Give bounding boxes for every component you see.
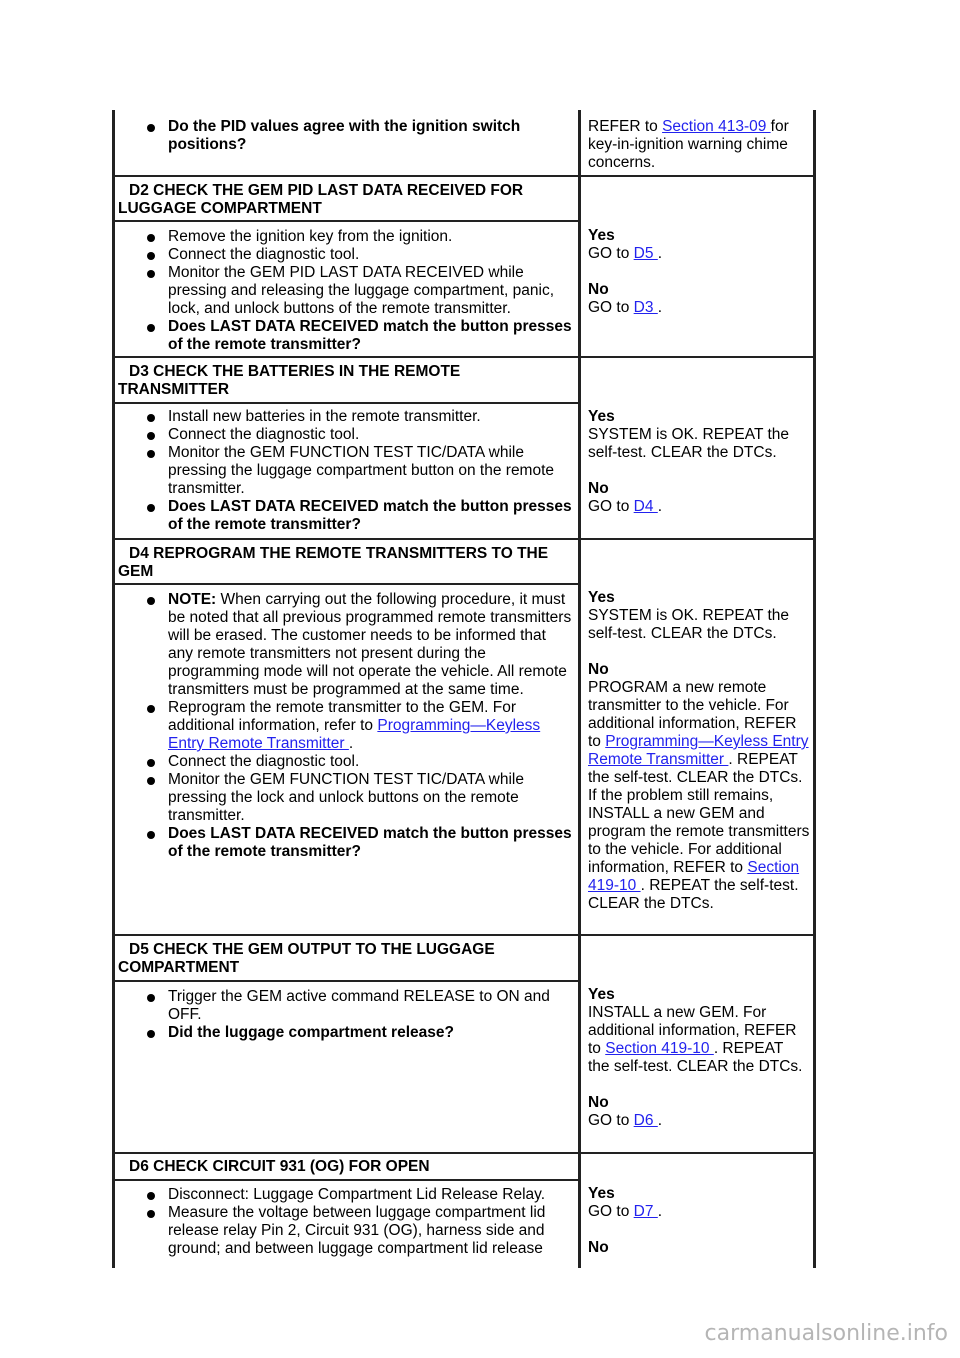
result-text: . REPEAT the self-test. CLEAR the DTCs. [588,877,799,912]
d6-result-cell [588,1185,808,1257]
list-item [115,246,573,264]
list-item [115,408,573,426]
r0-result-cell [588,118,808,172]
result-text: GO to [588,1112,634,1129]
step-text: Reprogram the remote transmitter to the GEM. For additional information, refer to [168,699,517,734]
d2-result-cell [588,227,808,317]
list-item [115,498,573,534]
table-border-right [813,110,816,1268]
list-item [115,228,573,246]
row-divider [114,934,815,936]
section-419-10-link[interactable]: Section 419-10 [588,859,800,894]
d4-steps-cell [115,591,573,861]
result-text: . REPEAT the self-test. CLEAR the DTCs. If the problem still remains, INSTALL a new GEM and program the remote transmitters to the vehicle. For additional information, REFER to [588,751,810,876]
result-text: PROGRAM a new remote transmitter to the vehicle. For additional information, REFER to [588,679,797,750]
step-text: Remove the ignition key from the ignition. [168,228,453,245]
header-divider [114,583,578,585]
row-divider [114,1152,815,1154]
bullet-icon [147,831,155,839]
programming-keyless-entry-link[interactable]: Programming—Keyless Entry Remote Transmitter [588,733,809,768]
result-text: GO to [588,245,634,262]
section-419-10-link[interactable]: Section 419-10 [605,1040,714,1057]
goto-d3-link[interactable]: D3 [633,299,658,316]
test-question: Does LAST DATA RECEIVED match the button presses of the remote transmitter? [168,498,572,533]
result-text: . [657,1112,663,1129]
step-text: Monitor the GEM PID LAST DATA RECEIVED while pressing and releasing the luggage compartment, panic, lock, and unlock buttons of the remote transmitter. [168,264,555,317]
test-question: Does LAST DATA RECEIVED match the button presses of the remote transmitter? [168,318,572,353]
bullet-icon [147,432,155,440]
result-text: . [657,299,663,316]
note-text: When carrying out the following procedure, it must be noted that all previous programmed remote transmitters will be erased. The customer needs to be informed that any remote transmitters not present during the programming mode will not operate the vehicle. All remote transmitters must be programmed at the same time. [168,591,572,698]
d2-header: D2 CHECK THE GEM PID LAST DATA RECEIVED FOR LUGGAGE COMPARTMENT [118,182,524,217]
list-item [115,318,573,354]
goto-d6-link[interactable]: D6 [633,1112,658,1129]
bullet-icon [147,1192,155,1200]
goto-d4-link[interactable]: D4 [633,498,658,515]
programming-keyless-entry-link[interactable]: Programming—Keyless Entry Remote Transmitter [168,717,541,752]
list-item [115,1186,573,1204]
list-item [115,444,573,498]
no-label: No [588,480,609,497]
section-413-09-link[interactable]: Section 413-09 [662,118,771,135]
result-text: SYSTEM is OK. REPEAT the self-test. CLEAR the DTCs. [588,426,789,461]
no-label: No [588,1239,609,1256]
bullet-icon [147,759,155,767]
header-divider [114,1179,578,1181]
test-question: Did the luggage compartment release? [168,1024,454,1041]
bullet-icon [147,234,155,242]
row-divider [114,175,815,177]
step-text: Connect the diagnostic tool. [168,246,360,263]
bullet-icon [147,994,155,1002]
step-text: Disconnect: Luggage Compartment Lid Release Relay. [168,1186,546,1203]
no-label: No [588,661,609,678]
list-item [115,699,573,753]
bullet-icon [147,124,155,132]
row-divider [114,356,815,358]
result-text: . REPEAT the self-test. CLEAR the DTCs. [588,1040,803,1075]
bullet-icon [147,705,155,713]
no-label: No [588,281,609,298]
result-text: GO to [588,1203,634,1220]
list-item [115,753,573,771]
list-item [115,118,570,154]
bullet-icon [147,504,155,512]
bullet-icon [147,324,155,332]
d5-steps-cell [115,988,573,1042]
bullet-icon [147,1030,155,1038]
list-item [115,591,573,699]
r0-question-cell [115,118,570,154]
result-text: INSTALL a new GEM. For additional information, REFER to [588,1004,797,1057]
step-text: Connect the diagnostic tool. [168,426,360,443]
row-divider [114,538,815,540]
step-text: Trigger the GEM active command RELEASE to ON and OFF. [168,988,550,1023]
test-question: Do the PID values agree with the ignition switch positions? [168,118,521,153]
list-item [115,771,573,825]
step-text: . [348,735,354,752]
header-divider [114,402,578,404]
header-divider [114,980,578,982]
bullet-icon [147,252,155,260]
bullet-icon [147,1210,155,1218]
d4-header: D4 REPROGRAM THE REMOTE TRANSMITTERS TO THE GEM [118,545,549,580]
step-text: Connect the diagnostic tool. [168,753,360,770]
d3-result-cell [588,408,808,516]
list-item [115,264,573,318]
d6-steps-cell [115,1186,573,1258]
d3-header: D3 CHECK THE BATTERIES IN THE REMOTE TRANSMITTER [118,363,461,398]
step-text: Install new batteries in the remote transmitter. [168,408,481,425]
header-divider [114,220,578,222]
result-text: . [657,245,663,262]
result-text: REFER to [588,118,663,135]
d4-result-cell [588,589,810,913]
yes-label: Yes [588,589,615,606]
bullet-icon [147,450,155,458]
no-label: No [588,1094,609,1111]
result-text: . [657,1203,663,1220]
bullet-icon [147,597,155,605]
step-text: Measure the voltage between luggage compartment lid release relay Pin 2, Circuit 931 (OG), harness side and ground; and between luggage compartment lid release [168,1204,546,1257]
step-text: Monitor the GEM FUNCTION TEST TIC/DATA while pressing the luggage compartment button on the remote transmitter. [168,444,555,497]
list-item [115,1024,573,1042]
result-text: . [657,498,663,515]
list-item [115,1204,573,1258]
yes-label: Yes [588,227,615,244]
d2-steps-cell [115,228,573,354]
result-text: for key-in-ignition warning chime concerns. [588,118,789,171]
d6-header: D6 CHECK CIRCUIT 931 (OG) FOR OPEN [129,1158,430,1175]
list-item [115,426,573,444]
result-text: GO to [588,299,634,316]
d5-header: D5 CHECK THE GEM OUTPUT TO THE LUGGAGE COMPARTMENT [118,941,495,976]
goto-d7-link[interactable]: D7 [633,1203,658,1220]
yes-label: Yes [588,1185,615,1202]
table-column-divider [578,110,581,1268]
list-item [115,988,573,1024]
test-question: Does LAST DATA RECEIVED match the button presses of the remote transmitter? [168,825,572,860]
result-text: GO to [588,498,634,515]
bullet-icon [147,270,155,278]
bullet-icon [147,414,155,422]
watermark: carmanualsonline.info [704,1321,948,1346]
yes-label: Yes [588,986,615,1003]
bullet-icon [147,777,155,785]
d5-result-cell [588,986,808,1130]
step-text: Monitor the GEM FUNCTION TEST TIC/DATA while pressing the lock and unlock buttons on the remote transmitter. [168,771,525,824]
d3-steps-cell [115,408,573,534]
goto-d5-link[interactable]: D5 [633,245,658,262]
note-label: NOTE: [168,591,217,608]
result-text: SYSTEM is OK. REPEAT the self-test. CLEAR the DTCs. [588,607,789,642]
list-item [115,825,573,861]
yes-label: Yes [588,408,615,425]
